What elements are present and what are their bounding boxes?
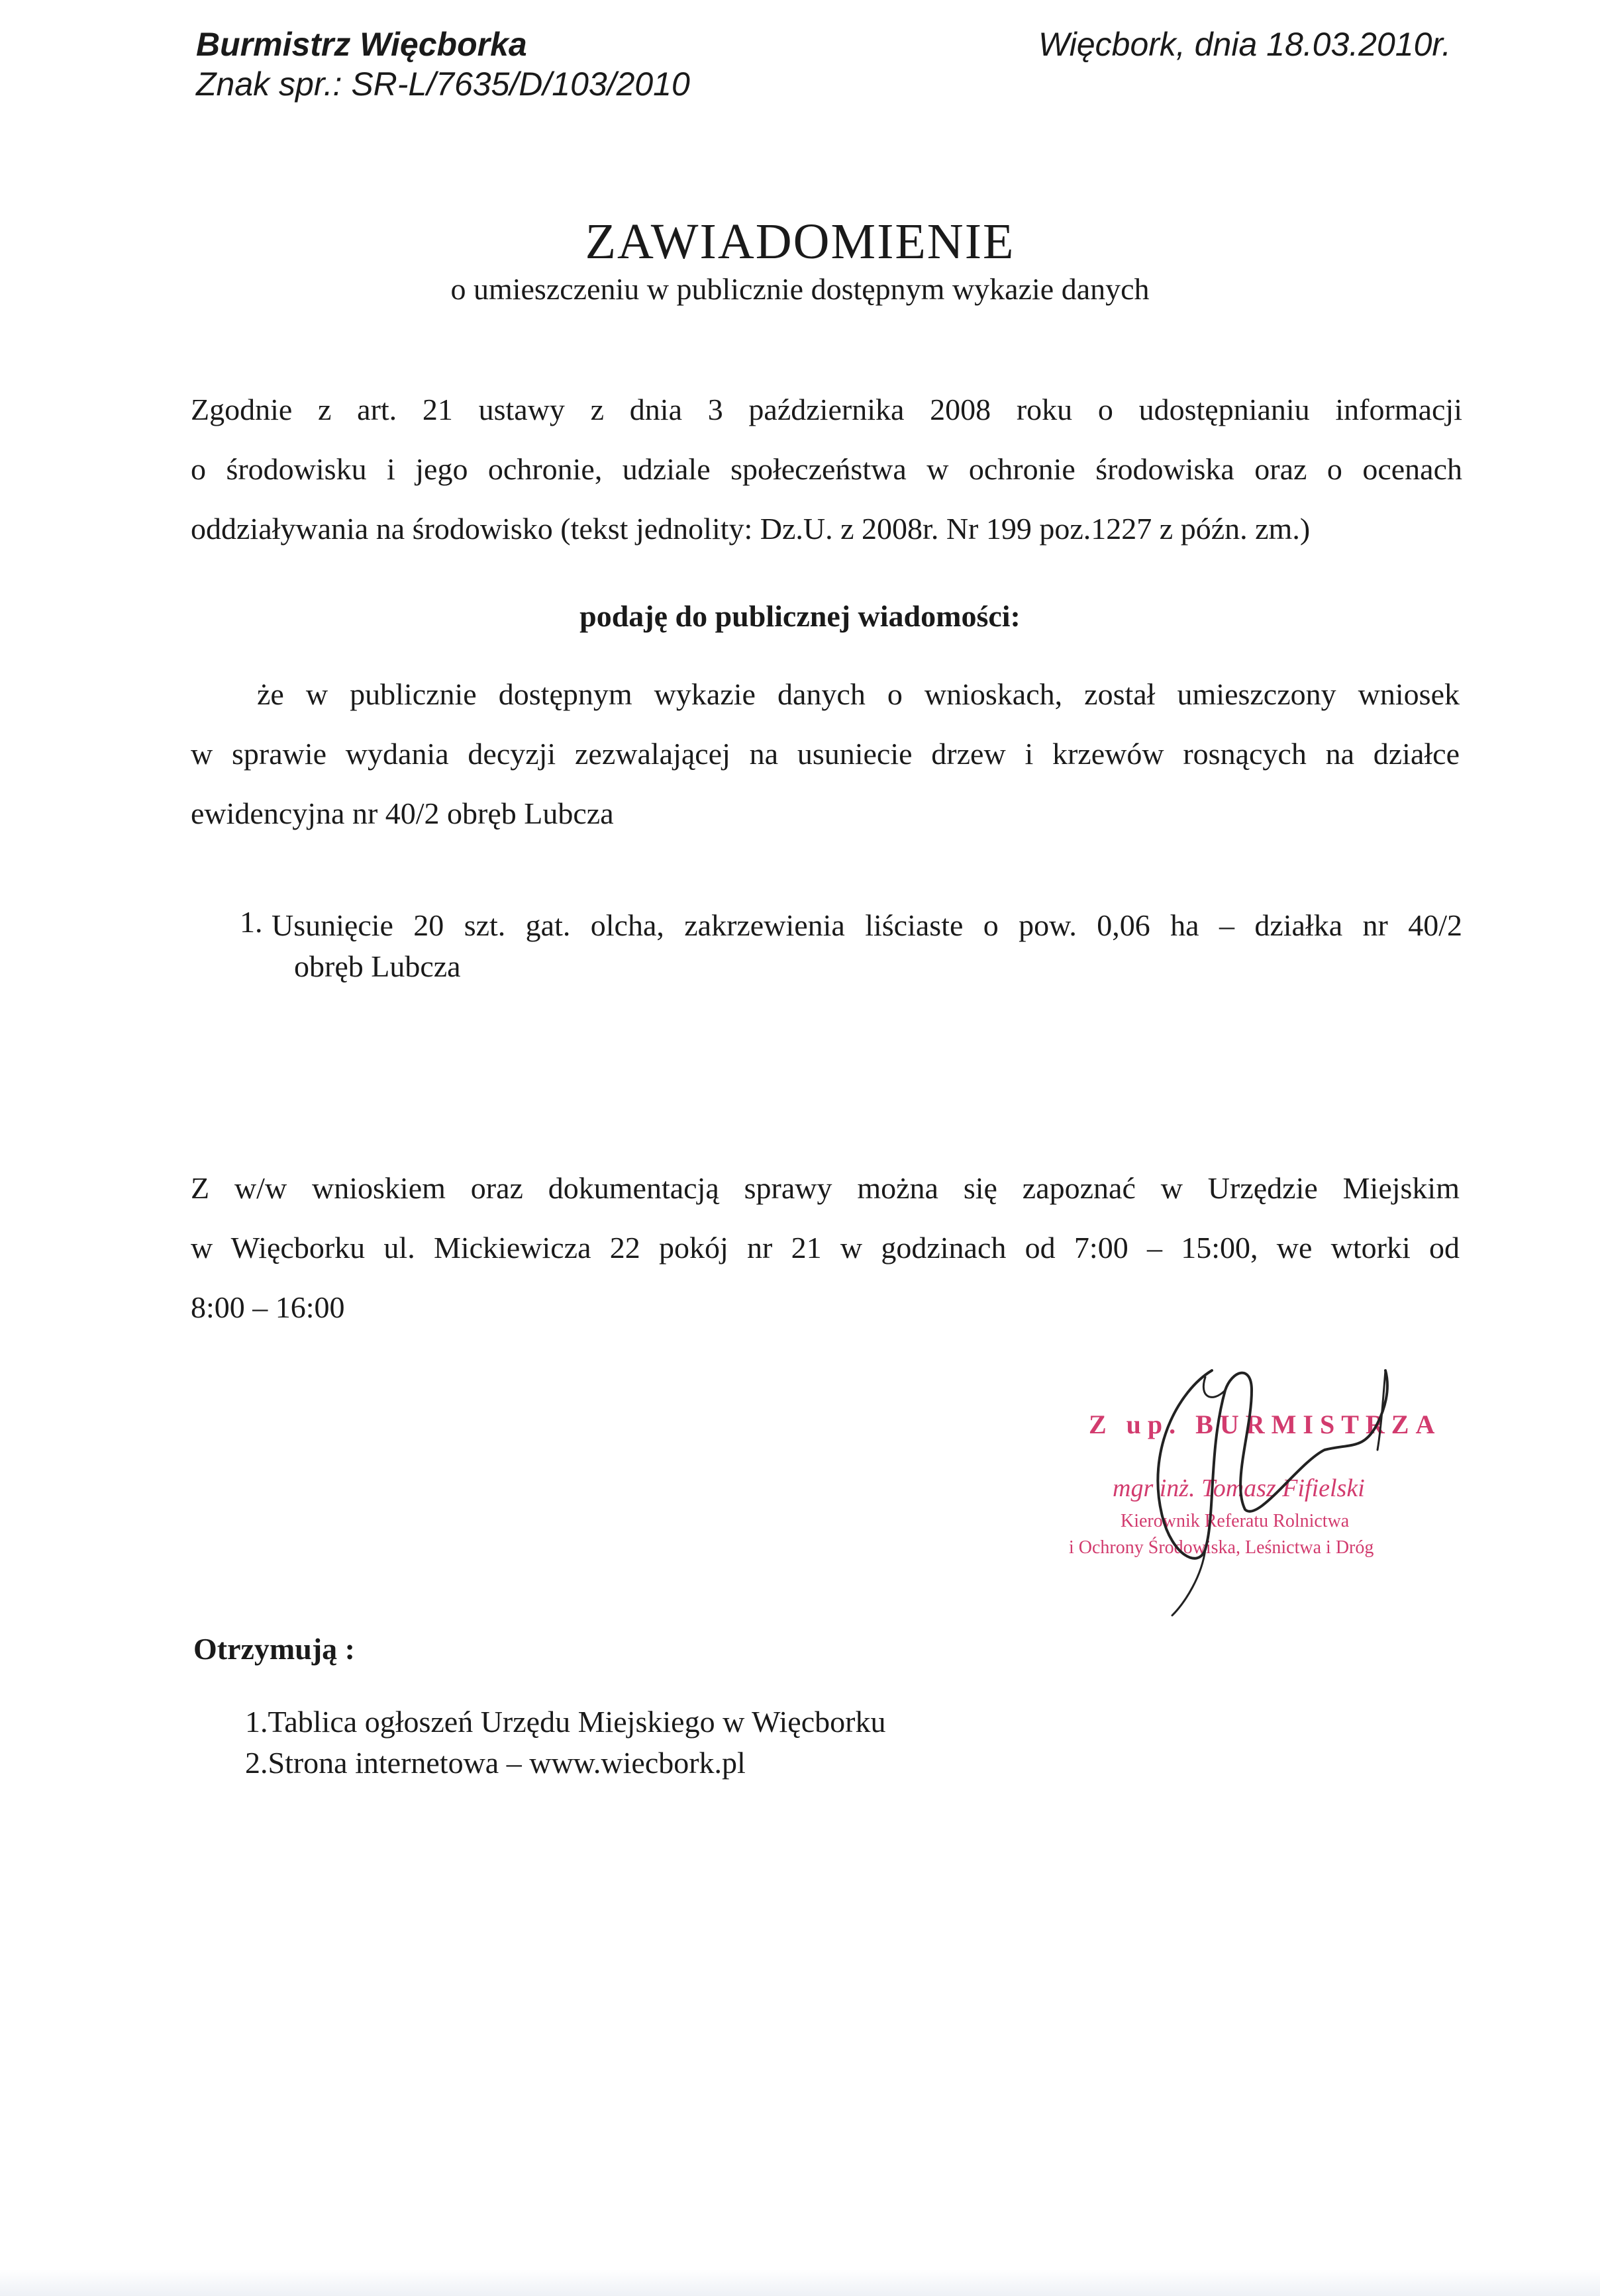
paragraph-line: w sprawie wydania decyzji zezwalającej na usuniecie drzew i krzewów rosnących na działce — [191, 737, 1460, 771]
paragraph-line: że w publicznie dostępnym wykazie danych o wnioskach, został umieszczony wniosek — [257, 677, 1460, 711]
case-reference: Znak spr.: SR-L/7635/D/103/2010 — [196, 66, 690, 103]
notice-paragraph — [191, 665, 1460, 843]
paragraph-line: Z w/w wnioskiem oraz dokumentacją sprawy można się zapoznać w Urzędzie Miejskim — [191, 1171, 1460, 1205]
stamp-department: i Ochrony Środowiska, Leśnictwa i Dróg — [1069, 1537, 1374, 1558]
scan-edge-shadow — [0, 2270, 1600, 2296]
list-item-number: 1. — [240, 905, 263, 939]
document-subtitle: o umieszczeniu w publicznie dostępnym wykazie danych — [450, 272, 1150, 306]
issuer-name: Burmistrz Więcborka — [196, 26, 527, 63]
recipient-text: Strona internetowa – www.wiecbork.pl — [268, 1746, 746, 1780]
paragraph-line: w Więcborku ul. Mickiewicza 22 pokój nr 21 w godzinach od 7:00 – 15:00, we wtorki od — [191, 1231, 1460, 1265]
paragraph-line: Zgodnie z art. 21 ustawy z dnia 3 października 2008 roku o udostępnianiu informacji — [191, 393, 1462, 426]
announcement-heading: podaję do publicznej wiadomości: — [579, 599, 1021, 633]
stamp-position: Kierownik Referatu Rolnictwa — [1121, 1511, 1350, 1531]
recipients-heading: Otrzymują : — [193, 1632, 355, 1666]
paragraph-line: 8:00 – 16:00 — [191, 1290, 345, 1324]
document-title: ZAWIADOMIENIE — [585, 214, 1015, 269]
paragraph-line: oddziaływania na środowisko (tekst jednolity: Dz.U. z 2008r. Nr 199 poz.1227 z późn. zm.) — [191, 512, 1311, 546]
paragraph-line: ewidencyjna nr 40/2 obręb Lubcza — [191, 796, 614, 830]
legal-basis-paragraph — [191, 380, 1462, 559]
recipient-number: 2. — [245, 1746, 268, 1780]
list-item-text: Usunięcie 20 szt. gat. olcha, zakrzewienia liściaste o pow. 0,06 ha – działka nr 40/2 — [272, 908, 1462, 942]
stamp-authorization: Z up. BURMISTRZA — [1089, 1410, 1442, 1439]
recipient-text: Tablica ogłoszeń Urzędu Miejskiego w Więcborku — [268, 1705, 886, 1739]
place-and-date: Więcbork, dnia 18.03.2010r. — [1038, 26, 1452, 63]
stamp-official-name: mgr inż. Tomasz Fifielski — [1113, 1474, 1365, 1502]
recipients-list — [245, 1701, 885, 1784]
recipient-item — [245, 1743, 885, 1784]
paragraph-line: o środowisku i jego ochronie, udziale społeczeństwa w ochronie środowiska oraz o ocenach — [191, 452, 1462, 486]
access-info-paragraph — [191, 1159, 1460, 1337]
recipient-item — [245, 1701, 885, 1743]
recipient-number: 1. — [245, 1705, 268, 1739]
list-item-continuation: obręb Lubcza — [294, 949, 461, 983]
handwritten-signature — [1099, 1351, 1444, 1629]
list-item — [240, 904, 263, 939]
